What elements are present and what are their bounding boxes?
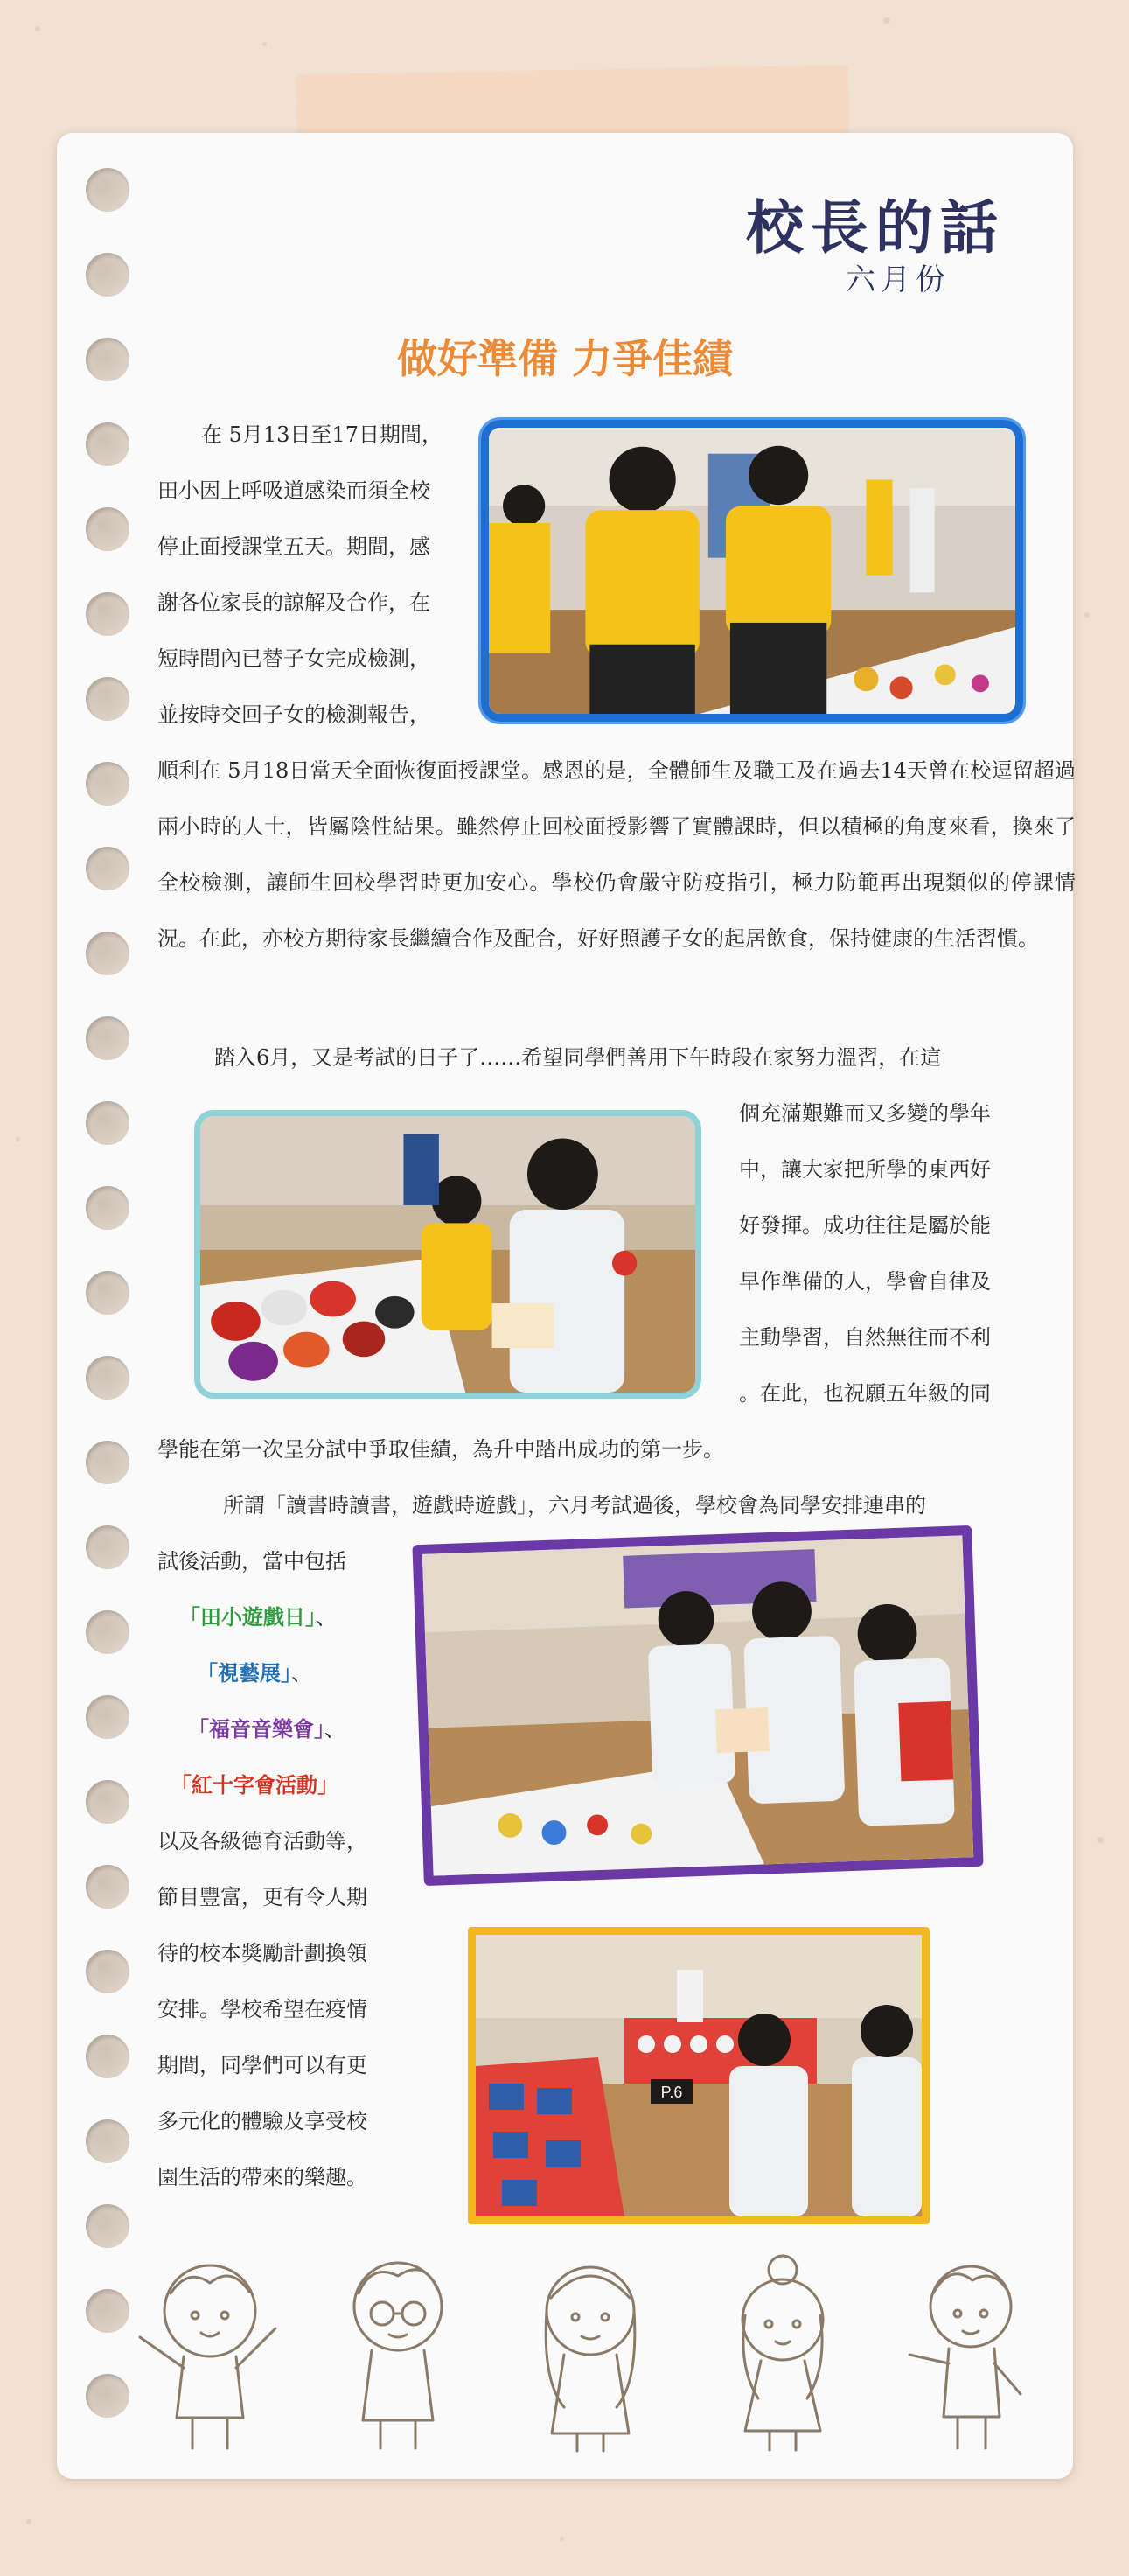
page-month: 六月份 (846, 262, 951, 297)
activity-red-cross (171, 1757, 338, 1813)
text-line: 園生活的帶來的樂趣。 (157, 2165, 367, 2189)
text-line: 並按時交回子女的檢測報告， (157, 702, 430, 727)
binder-hole-icon (86, 2035, 129, 2078)
binder-hole-icon (86, 2119, 129, 2163)
paragraph-1-rest: 順利在 5月18日當天全面恢復面授課堂。感恩的是，全體師生及職工及在過去14天曾在校逗留超過兩小時的人士，皆屬陰性結果。雖然停止回校面授影響了實體課時，但以積極的角度來看，換來了全校檢測，讓師生回校學習時更加安心。學校仍會嚴守防疫指引，極力防範再出現類似的停課情況。在此，亦校方期待家長繼續合作及配合，好好照護子女的起居飲食，保持健康的生活習慣。 (157, 758, 1076, 951)
page-title: 校長的話 (746, 194, 1005, 262)
cartoon-children-illustration (109, 2245, 1036, 2455)
binder-hole-icon (86, 1695, 129, 1739)
binder-hole-icon (86, 1101, 129, 1145)
binder-hole-icon (86, 1186, 129, 1230)
photo-art-exhibition-3 (412, 1525, 983, 1886)
activity-name: 「紅十字會活動」 (171, 1772, 338, 1798)
binder-hole-icon (86, 1950, 129, 1993)
activity-separator: 、 (324, 1717, 345, 1742)
activity-name: 「視藝展」 (197, 1660, 291, 1686)
text-line: 多元化的體驗及享受校 (157, 2109, 367, 2133)
text-line: 停止面授課堂五天。期間，感 (157, 534, 430, 559)
binder-hole-icon (86, 507, 129, 551)
girl-long-hair-icon (546, 2267, 635, 2451)
activity-separator: 、 (316, 1605, 337, 1630)
activity-name: 「田小遊戲日」 (179, 1604, 316, 1630)
binder-hole-icon (86, 422, 129, 466)
photo-sign-label: P.6 (660, 2084, 683, 2101)
binder-hole-icon (86, 1356, 129, 1400)
binder-hole-icon (86, 1016, 129, 1060)
activity-gospel-concert (188, 1701, 345, 1757)
text-line: 所謂「讀書時讀書，遊戲時遊戲」，六月考試過後，學校會為同學安排連串的 (223, 1493, 926, 1518)
boy-glasses-icon (354, 2263, 442, 2448)
binder-hole-icon (86, 1271, 129, 1315)
text-line: 主動學習，自然無往而不利 (739, 1325, 991, 1350)
text-line: 個充滿艱難而又多變的學年 (739, 1101, 991, 1126)
text-line: 謝各位家長的諒解及合作，在 (157, 590, 430, 615)
binder-hole-icon (86, 1780, 129, 1824)
text-line: 中，讓大家把所學的東西好 (739, 1157, 991, 1182)
photo-art-exhibition-2 (194, 1110, 701, 1399)
text-line: 早作準備的人，學會自律及 (739, 1269, 991, 1294)
text-line: 在 5月13日至17日期間， (201, 422, 443, 447)
text-line: 田小因上呼吸道感染而須全校 (157, 478, 430, 503)
text-line: 短時間內已替子女完成檢測， (157, 646, 430, 671)
binder-hole-icon (86, 1610, 129, 1654)
binder-hole-icon (86, 168, 129, 212)
binder-hole-icon (86, 1865, 129, 1909)
girl-bun-icon (742, 2256, 823, 2450)
text-line: 節目豐富，更有令人期 (157, 1885, 367, 1909)
photo-art-exhibition-1 (481, 420, 1023, 722)
binder-hole-icon (86, 1525, 129, 1569)
text-line: 試後活動，當中包括 (157, 1549, 346, 1574)
activity-name: 「福音音樂會」 (188, 1716, 324, 1742)
activity-games-day (179, 1589, 337, 1645)
binder-hole-icon (86, 2204, 129, 2248)
text-line: 期間，同學們可以有更 (157, 2053, 367, 2077)
text-line: 以及各級德育活動等， (157, 1829, 367, 1853)
text-line: 好發揮。成功往往是屬於能 (739, 1213, 991, 1238)
photo-art-exhibition-4 (468, 1927, 930, 2224)
text-line: 學能在第一次呈分試中爭取佳績，為升中踏出成功的第一步。 (157, 1437, 724, 1462)
boy-pointing-icon (909, 2266, 1021, 2448)
text-line: 安排。學校希望在疫情 (157, 1997, 367, 2021)
text-line: 。在此，也祝願五年級的同 (739, 1381, 991, 1406)
binder-hole-icon (86, 762, 129, 806)
boy-waving-icon (140, 2265, 275, 2448)
text-line: 踏入6月，又是考試的日子了……希望同學們善用下午時段在家努力溫習，在這 (214, 1045, 942, 1070)
binder-hole-icon (86, 1441, 129, 1484)
article-title: 做好準備 力爭佳績 (396, 335, 733, 382)
binder-hole-icon (86, 592, 129, 636)
activity-separator: 、 (291, 1661, 312, 1686)
text-line: 待的校本獎勵計劃換領 (157, 1941, 367, 1965)
notebook-paper (57, 133, 1076, 2479)
binder-hole-icon (86, 932, 129, 975)
binder-hole-icon (86, 847, 129, 890)
binder-hole-icon (86, 253, 129, 297)
activity-art-exhibition (197, 1645, 312, 1701)
binder-hole-icon (86, 677, 129, 721)
